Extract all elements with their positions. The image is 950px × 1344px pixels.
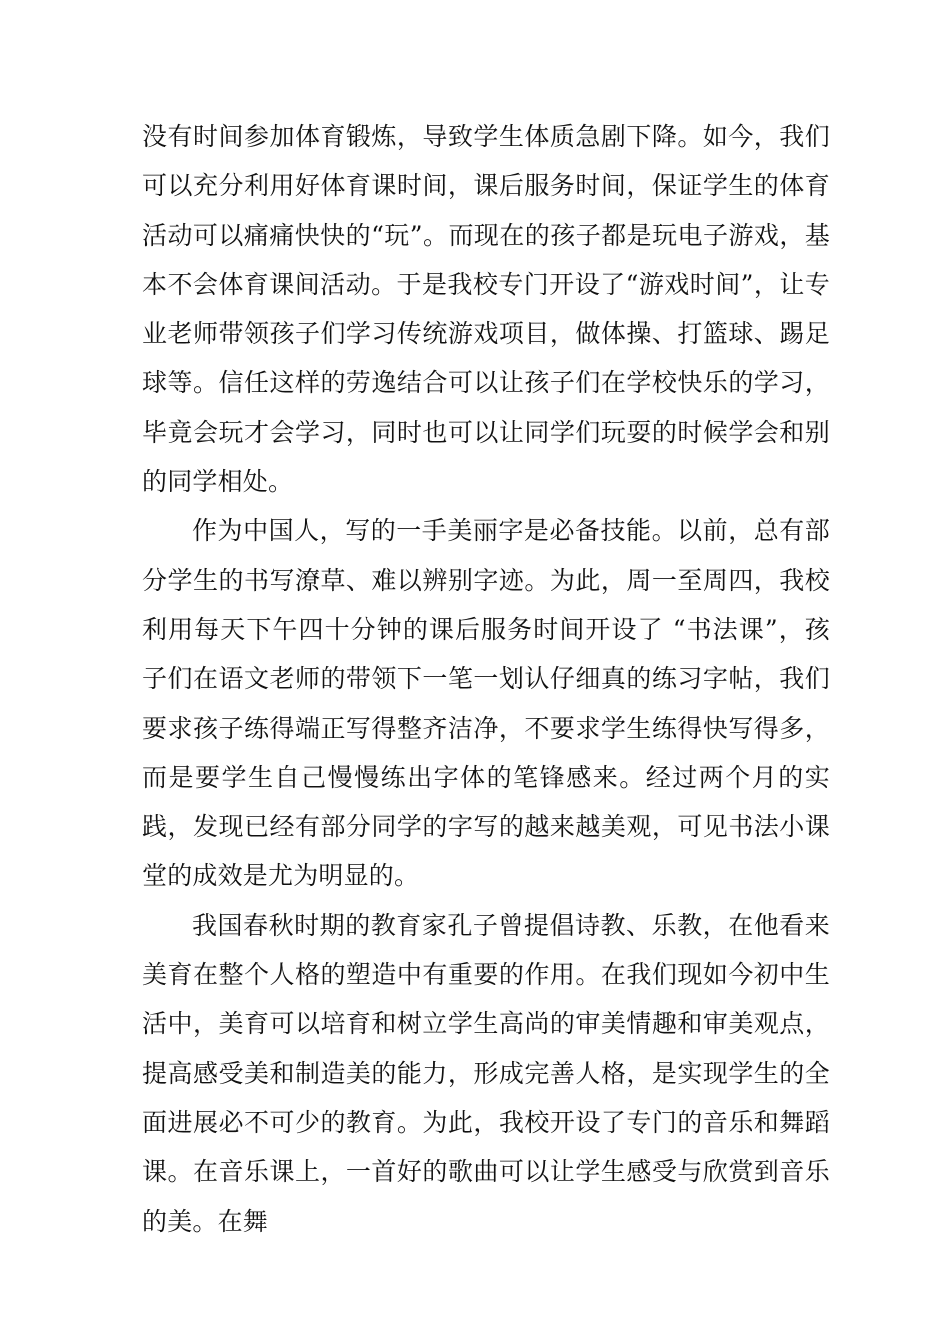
paragraph-aesthetic-education: 我国春秋时期的教育家孔子曾提倡诗教、乐教，在他看来美育在整个人格的塑造中有重要的作用。在我们现如今初中生活中，美育可以培育和树立学生高尚的审美情趣和审美观点，提高感受美和制造美的能力，形成完善人格，是实现学生的全面进展必不可少的教育。为此，我校开设了专门的音乐和舞蹈课。在音乐课上，一首好的歌曲可以让学生感受与欣赏到音乐的美。在舞 <box>142 910 830 1236</box>
body-text <box>142 112 830 1246</box>
paragraph-calligraphy: 作为中国人，写的一手美丽字是必备技能。以前，总有部分学生的书写潦草、难以辨别字迹。为此，周一至周四，我校利用每天下午四十分钟的课后服务时间开设了 “书法课”，孩子们在语文老师的带领下一笔一划认仔细真的练习字帖，我们要求孩子练得端正写得整齐洁净，不要求学生练得快写得多，而是要学生自己慢慢练出字体的笔锋感来。经过两个月的实践，发现已经有部分同学的字写的越来越美观，可见书法小课堂的成效是尤为明显的。 <box>142 516 830 891</box>
paragraph-continued: 没有时间参加体育锻炼，导致学生体质急剧下降。如今，我们可以充分利用好体育课时间，课后服务时间，保证学生的体育活动可以痛痛快快的“玩”。而现在的孩子都是玩电子游戏，基本不会体育课间活动。于是我校专门开设了“游戏时间”，让专业老师带领孩子们学习传统游戏项目，做体操、打篮球、踢足球等。信任这样的劳逸结合可以让孩子们在学校快乐的学习，毕竟会玩才会学习，同时也可以让同学们玩耍的时候学会和别的同学相处。 <box>142 122 830 497</box>
